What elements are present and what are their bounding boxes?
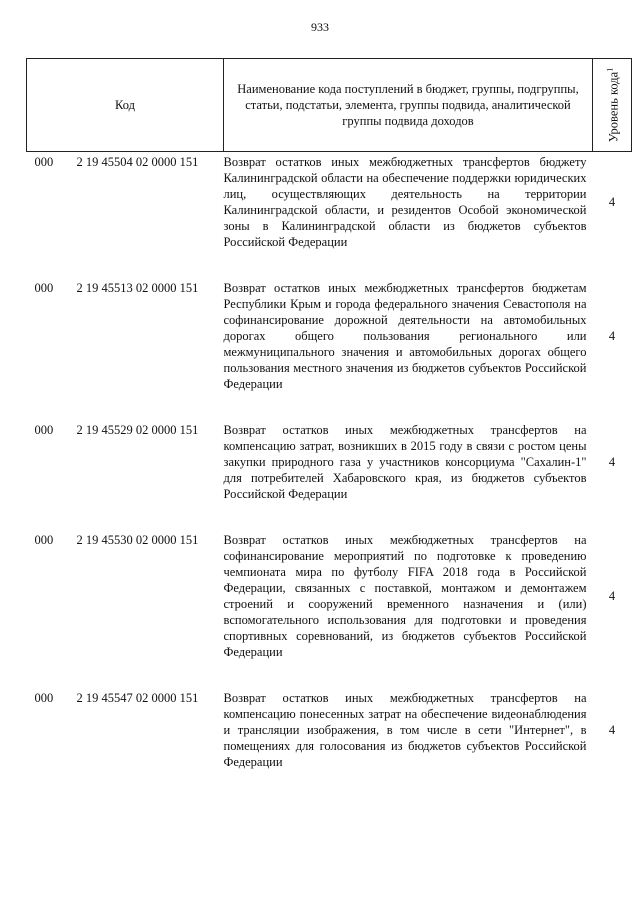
row-name: Возврат остатков иных межбюджетных трансфертов на компенсацию затрат, возникших в 2015 году в связи с ростом цены закупки природного газа у участников консорциума "Сахалин-1" для потребителей Хабаровского края, из бюджетов субъектов Российской Федерации <box>223 423 587 501</box>
row-code-cell <box>27 280 224 392</box>
header-level <box>593 59 632 152</box>
row-spacer <box>27 502 632 532</box>
row-revenue-code: 2 19 45513 02 0000 151 <box>76 281 199 295</box>
row-code-cell <box>27 422 224 502</box>
row-level: 4 <box>608 455 616 469</box>
header-level-label: Уровень кода <box>606 71 621 143</box>
row-name: Возврат остатков иных межбюджетных трансфертов на софинансирование мероприятий по подготовке к проведению чемпионата мира по футболу FIFA 2018 года в Российской Федерации, связанных с поставкой, монтажом и демонтажем строений и сооружений временного назначения и (или) вспомогательного использования для подготовки и проведения спортивных соревнований, из бюджетов субъектов Российской Федерации <box>223 533 587 659</box>
row-revenue-code: 2 19 45530 02 0000 151 <box>76 533 199 547</box>
row-level: 4 <box>608 329 616 343</box>
row-name: Возврат остатков иных межбюджетных трансфертов бюджетам Республики Крым и города федерального значения Севастополя на софинансирование дорожной деятельности на автомобильных дорогах общего пользования регионального или межмуниципального значения и автомобильных дорогах общего пользования местного значения из бюджетов субъектов Российской Федерации <box>223 281 587 391</box>
row-name: Возврат остатков иных межбюджетных трансфертов на компенсацию понесенных затрат на обеспечение видеонаблюдения и трансляции изображения, в том числе в сети "Интернет", в помещениях для голосования из бюджетов субъектов Российской Федерации <box>223 691 587 769</box>
table-body <box>27 152 632 771</box>
row-revenue-code: 2 19 45529 02 0000 151 <box>76 423 199 437</box>
header-code: Код <box>27 59 224 152</box>
row-admin-code: 000 <box>34 155 54 169</box>
row-spacer-cell <box>27 250 632 280</box>
header-level-footnote: 1 <box>605 67 615 72</box>
table-row <box>27 690 632 770</box>
row-level: 4 <box>608 195 616 209</box>
row-spacer <box>27 250 632 280</box>
row-revenue-code: 2 19 45547 02 0000 151 <box>76 691 199 705</box>
row-spacer-cell <box>27 392 632 422</box>
row-name: Возврат остатков иных межбюджетных трансфертов бюджету Калининградской области на обеспечение поддержки юридических лиц, осуществляющих деятельность на территории Калининградской области, и резидентов Особой экономической зоны в Калининградской области из бюджетов субъектов Российской Федерации <box>223 155 587 249</box>
revenue-codes-table <box>26 58 632 770</box>
table-row <box>27 280 632 392</box>
row-level: 4 <box>608 589 616 603</box>
row-spacer <box>27 392 632 422</box>
row-code-cell <box>27 532 224 660</box>
page-number: 933 <box>311 20 329 34</box>
header-name: Наименование кода поступлений в бюджет, группы, подгруппы, статьи, подстатьи, элемента, группы подвида, аналитической группы подвида доходов <box>224 59 593 152</box>
row-admin-code: 000 <box>34 533 54 547</box>
table-header-row <box>27 59 632 152</box>
row-code-cell <box>27 152 224 251</box>
table-row <box>27 422 632 502</box>
row-level: 4 <box>608 723 616 737</box>
row-code-cell <box>27 690 224 770</box>
row-spacer-cell <box>27 502 632 532</box>
row-admin-code: 000 <box>34 423 54 437</box>
table-row <box>27 532 632 660</box>
table-row <box>27 152 632 251</box>
row-admin-code: 000 <box>34 691 54 705</box>
row-admin-code: 000 <box>34 281 54 295</box>
row-spacer <box>27 660 632 690</box>
row-revenue-code: 2 19 45504 02 0000 151 <box>76 155 199 169</box>
row-spacer-cell <box>27 660 632 690</box>
